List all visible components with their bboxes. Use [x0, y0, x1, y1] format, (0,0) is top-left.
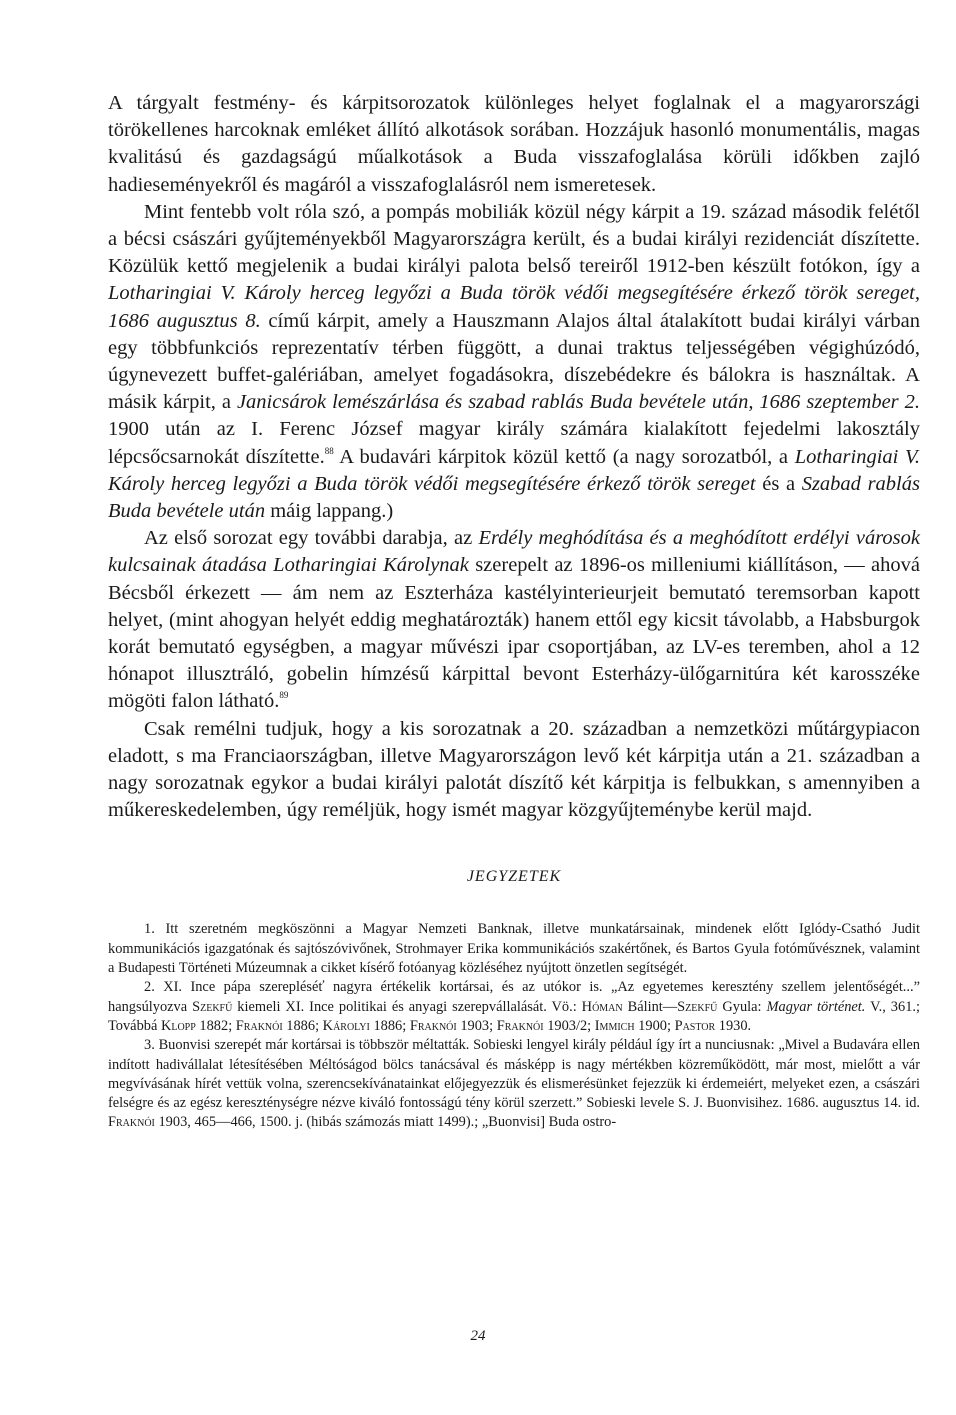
text-run: máig lappang.) — [265, 500, 394, 523]
note-text: 1900; — [634, 1017, 675, 1034]
notes-heading: JEGYZETEK — [466, 868, 562, 886]
note-text: Bálint— — [622, 998, 678, 1015]
note-text: 1886; — [282, 1017, 323, 1034]
artwork-title: Lotharingiai V. Károly herceg legyőzi a Buda török védői megsegítésére érkező török sereget — [108, 445, 921, 495]
paragraph-1 — [108, 90, 920, 199]
page-content — [108, 90, 920, 1133]
text-run: szerepelt az 1896-os milleniumi kiállításon, — ahová Bécsből érkezett — ám nem az Eszterháza kastélyinterieurjeit bemutató teremsorban kapott helyet, (mint ahogyan helyét eddig meghatározták) hanem ettől egy kicsit távolabb, a Habsburgok korát bemutató egységben, a magyar művészi ipar csoportjában, az LV-es teremben, ahol a 12 hónapot illusztráló, gobelin hímzésű kárpittal bevont Esterházy-ülőgarnitúra két karosszéke mögöti falon látható. — [108, 554, 920, 713]
text-run: Mint fentebb volt róla szó, a pompás mobiliák közül négy kárpit a 19. század második felétől a bécsi császári gyűjteményekből Magyarországra került, és a budai királyi rezidenciát díszítette. Közülük kettő megjelenik a budai királyi palota belső tereiről 1912-ben készült fotókon, így a — [108, 200, 920, 278]
note-text: 1903/2; — [543, 1017, 595, 1034]
text-run: 1900 után az I. Ferenc József magyar király számára kialakított fejedelmi lakosztály lépcsőcsarnokát díszítette. — [108, 418, 920, 468]
note-2 — [108, 978, 920, 1036]
note-3 — [108, 1036, 920, 1132]
note-text: 1882; — [195, 1017, 236, 1034]
author-name: Károlyi — [322, 1017, 370, 1034]
paragraph-3 — [108, 525, 920, 715]
note-text: 1930. — [715, 1017, 752, 1034]
author-name: Szekfű — [192, 998, 233, 1015]
author-name: Pastor — [674, 1017, 716, 1034]
paragraph-1-text: A tárgyalt festmény- és kárpitsorozatok különleges helyet foglalnak el a magyarországi törökellenes harcoknak emléket állító alkotások sorában. Hozzájuk hasonló monumentális, magas kvalitású és gazdagságú műalkotások a Buda visszafoglalása körüli időkben zajló hadieseményekről és magáról a visszafoglalásról nem ismeretesek. — [108, 92, 920, 196]
artwork-title: Szabad rablás Buda bevétele után — [108, 472, 920, 523]
book-title: Magyar történet. — [766, 998, 866, 1015]
author-name: Immich — [594, 1017, 635, 1034]
page-number: 24 — [470, 1328, 486, 1344]
note-text: 1903, 465—466, 1500. j. (hibás számozás miatt 1499).; „Buonvisi] Buda ostro- — [154, 1114, 617, 1131]
author-name: Fraknói — [108, 1114, 155, 1131]
author-name: Fraknói — [235, 1017, 283, 1034]
artwork-title: Erdély meghódítása és a meghódított erdélyi városok kulcsainak átadása Lotharingiai Károlynak — [108, 527, 921, 577]
paragraph-4-text: Csak remélni tudjuk, hogy a kis sorozatnak a 20. században a nemzetközi műtárgypiacon eladott, s ma Franciaországban, illetve Magyarországon levő két kárpitja után a 21. században a nagy sorozatnak egykor a budai királyi palotát díszítő két kárpitja is felbukkan, s amennyiben a műkereskedelemben, úgy reméljük, hogy ismét magyar közgyűjteménybe kerül majd. — [108, 717, 920, 822]
note-text: 1. Itt szeretném megköszönni a Magyar Nemzeti Banknak, illetve munkatársainak, mindenek előtt Iglódy-Csathó Judit kommunikációs igazgatónak és sajtószóvivőnek, Strohmayer Erika kommunikációs szakértőnek, és Bartos Gyula fotóművésznek, valamint a Budapesti Történeti Múzeumnak a cikket kísérő fotóanyag közléséhez nyújtott önzetlen segítségét. — [108, 921, 920, 977]
artwork-title: Lotharingiai V. Károly herceg legyőzi a Buda török védői megsegítésére érkező török sereget, 1686 augusztus 8. — [108, 282, 920, 332]
author-name: Szekfű — [677, 998, 718, 1015]
note-1 — [108, 920, 920, 978]
note-text: 3. Buonvisi szerepét már kortársai is többször méltatták. Sobieski lengyel király például így írt a nunciusnak: „Mivel a Budavára ellen indított hadivállalat létesítésében Méltóságod bölcs tanácsával és másképp is nagy mértékben közreműködött, már most, mielőtt a vár megvívásának hírét vettük volna, szerencsekívánatainkat előjegyezzük és elismerésünket fejezzük ki érdemeiért, melyeket ezen, a császári felségre és az egész kereszténységre nézve kiváló fontosságú tény körül szerzett.” Sobieski levele S. J. Buonvisihez. 1686. augusztus 14. id. — [108, 1037, 920, 1112]
paragraph-2 — [108, 199, 920, 525]
author-name: Hóman — [581, 998, 623, 1015]
footnote-reference: 89 — [279, 690, 289, 701]
note-text: 1903; — [456, 1017, 497, 1034]
body-text — [108, 90, 920, 824]
text-run: Az első sorozat egy további darabja, az — [144, 527, 479, 550]
text-run: A budavári kárpitok közül kettő (a nagy sorozatból, a — [333, 445, 795, 468]
text-run: című kárpit, amely a Hauszmann Alajos által átalakított budai királyi várban egy többfunkciós reprezentatív térben függött, a dunai traktus teljességében végighúzódó, úgynevezett buffet-galériában, amelyet fogadásokra, díszebédekre és bálokra is használtak. A másik kárpit, a — [108, 309, 920, 414]
author-name: Klopp — [160, 1017, 196, 1034]
author-name: Fraknói — [409, 1017, 457, 1034]
author-name: Fraknói — [496, 1017, 544, 1034]
text-run: és a — [755, 472, 802, 495]
footnote-reference: 88 — [324, 445, 334, 456]
endnotes — [108, 920, 920, 1132]
note-text: V., 361.; Továbbá — [108, 998, 920, 1034]
note-text: 2. XI. Ince pápa szerepléséť nagyra értékelik kortársai, és az utókor is. „Az egyetemes keresztény szellem jelentőségét...” hangsúlyozva — [108, 979, 920, 1015]
note-text: kiemeli XI. Ince politikai és anyagi szerepvállalását. Vö.: — [232, 998, 582, 1015]
paragraph-4 — [108, 716, 920, 825]
note-text: 1886; — [369, 1017, 410, 1034]
note-text: Gyula: — [717, 998, 767, 1015]
artwork-title: Janicsárok lemészárlása és szabad rablás Buda bevétele után, 1686 szeptember 2. — [236, 391, 920, 414]
